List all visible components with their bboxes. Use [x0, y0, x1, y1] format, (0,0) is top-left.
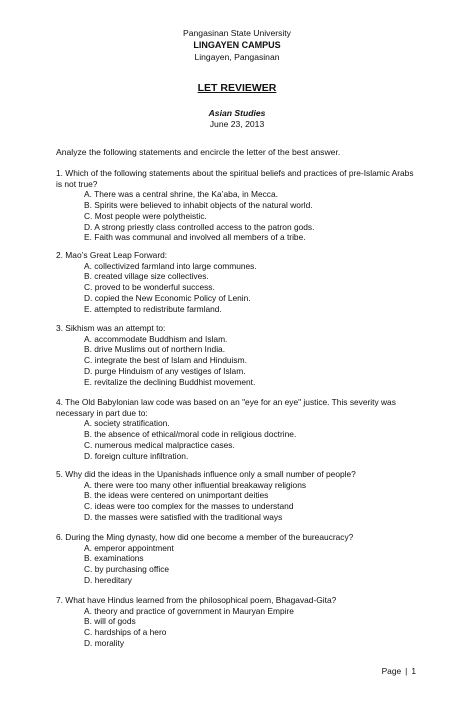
choice-c: C. by purchasing office: [84, 564, 170, 575]
question-stem: 3. Sikhism was an attempt to:: [56, 323, 166, 333]
document-date: June 23, 2013: [209, 119, 265, 129]
question-4: [56, 397, 424, 461]
page-footer: [382, 666, 416, 677]
choice-c: C. proved to be wonderful success.: [84, 282, 215, 293]
question-stem: 1. Which of the following statements about the spiritual beliefs and practices of pre-Islamic Arabs is not true?: [56, 168, 414, 189]
choice-d: D. foreign culture infiltration.: [84, 450, 189, 461]
question-3: [56, 323, 416, 387]
choice-c: C. hardships of a hero: [84, 627, 167, 638]
choice-a: A. theory and practice of government in Mauryan Empire: [84, 605, 294, 616]
choice-b: B. the ideas were centered on unimportant deities: [84, 490, 269, 501]
choice-a: A. collectivized farmland into large communes.: [84, 260, 257, 271]
question-1: [56, 168, 416, 243]
choice-e: E. Faith was communal and involved all members of a tribe.: [84, 232, 306, 243]
choice-a: A. there were too many other influential breakaway religions: [84, 479, 307, 490]
choice-c: C. ideas were too complex for the masses to understand: [84, 501, 294, 512]
document-title: LET REVIEWER: [197, 82, 277, 94]
choice-list: [56, 543, 416, 586]
choice-b: B. the absence of ethical/moral code in religious doctrine.: [84, 429, 297, 440]
subject-heading: Asian Studies: [208, 108, 266, 118]
choice-b: B. will of gods: [84, 616, 136, 627]
choice-d: D. morality: [84, 637, 125, 648]
choice-list: [56, 334, 416, 388]
choice-list: [56, 189, 416, 243]
choice-a: A. society stratification.: [84, 418, 170, 429]
choice-c: C. integrate the best of Islam and Hinduism.: [84, 355, 247, 366]
choice-d: D. A strong priestly class controlled access to the patron gods.: [84, 221, 315, 232]
question-stem: 2. Mao’s Great Leap Forward:: [56, 250, 168, 260]
choice-d: D. hereditary: [84, 574, 132, 585]
choice-c: C. Most people were polytheistic.: [84, 210, 207, 221]
choice-list: [56, 480, 426, 523]
page-number: 1: [411, 666, 416, 676]
choice-a: A. accommodate Buddhism and Islam.: [84, 333, 228, 344]
choice-b: B. drive Muslims out of northern India.: [84, 344, 226, 355]
instructions: Analyze the following statements and encircle the letter of the best answer.: [56, 147, 341, 157]
question-stem: 5. Why did the ideas in the Upanishads influence only a small number of people?: [56, 469, 356, 479]
choice-list: [56, 261, 416, 315]
choice-a: A. emperor appointment: [84, 542, 174, 553]
choice-b: B. Spirits were believed to inhabit objects of the natural world.: [84, 200, 313, 211]
university-name: Pangasinan State University: [183, 28, 291, 38]
choice-d: D. copied the New Economic Policy of Lenin.: [84, 292, 251, 303]
campus-location: Lingayen, Pangasinan: [194, 52, 280, 62]
question-stem: 7. What have Hindus learned from the philosophical poem, Bhagavad-Gita?: [56, 595, 337, 605]
choice-a: A. There was a central shrine, the Ka’aba, in Mecca.: [84, 189, 278, 200]
choice-list: [56, 606, 416, 649]
choice-d: D. purge Hinduism of any vestiges of Islam.: [84, 365, 246, 376]
campus-name: LINGAYEN CAMPUS: [193, 40, 281, 50]
choice-b: B. examinations: [84, 553, 144, 564]
question-stem: 4. The Old Babylonian law code was based on an "eye for an eye" justice. This severity was necessary in part due to:: [56, 397, 396, 418]
page-label: Page: [381, 666, 402, 676]
choice-e: E. revitalize the declining Buddhist movement.: [84, 376, 256, 387]
question-6: [56, 532, 416, 586]
choice-e: E. attempted to redistribute farmland.: [84, 303, 222, 314]
page-separator: |: [405, 666, 408, 676]
question-stem: 6. During the Ming dynasty, how did one become a member of the bureaucracy?: [56, 532, 354, 542]
choice-c: C. numerous medical malpractice cases.: [84, 439, 235, 450]
question-2: [56, 250, 416, 314]
question-5: [56, 469, 426, 523]
choice-d: D. the masses were satisfied with the traditional ways: [84, 511, 283, 522]
choice-list: [56, 418, 424, 461]
question-7: [56, 595, 416, 649]
choice-b: B. created village size collectives.: [84, 271, 209, 282]
